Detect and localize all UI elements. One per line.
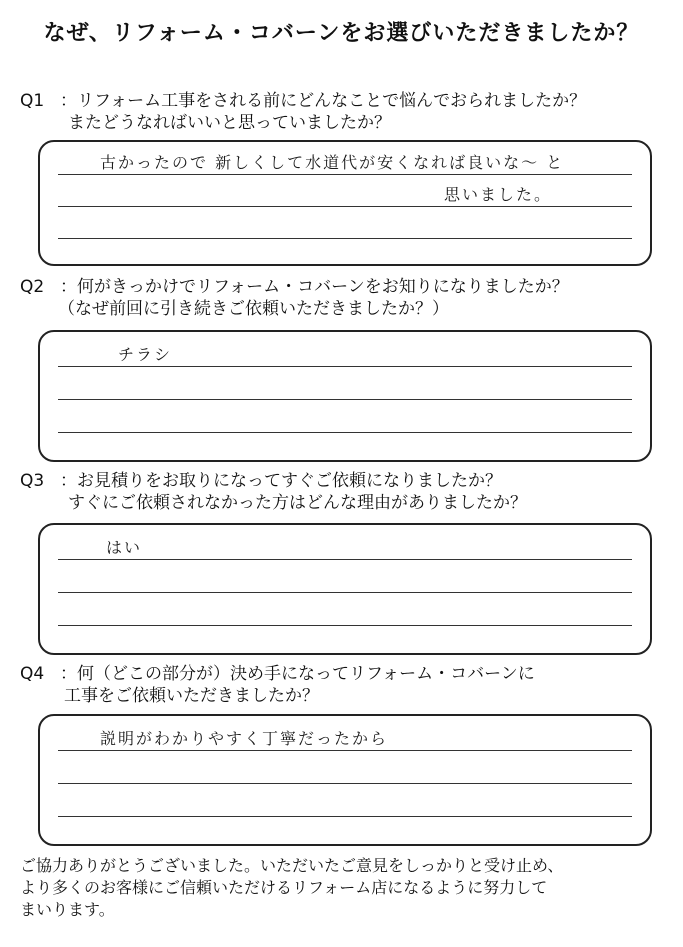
question-number: Q2	[20, 277, 45, 297]
ruled-line	[58, 592, 632, 593]
question-text: またどうなればいいと思っていましたか？	[68, 113, 391, 133]
handwritten-answer: 古かったので 新しくして水道代が安くなれば良いな～ と	[100, 153, 565, 172]
question-number: Q4	[20, 664, 45, 684]
question-2	[20, 276, 569, 320]
handwritten-answer: 思いました。	[444, 185, 553, 204]
answer-box-3	[38, 523, 652, 655]
question-number: Q1	[20, 91, 45, 111]
question-text: 工事をご依頼いただきましたか？	[64, 686, 319, 706]
ruled-line	[58, 783, 632, 784]
ruled-line	[58, 366, 632, 367]
question-text: ：リフォーム工事をされる前にどんなことで悩んでおられましたか？	[60, 91, 587, 111]
ruled-line	[58, 174, 632, 175]
ruled-line	[58, 238, 632, 239]
answer-box-2	[38, 330, 652, 462]
question-1	[20, 90, 586, 134]
question-3	[20, 470, 527, 514]
handwritten-answer: はい	[106, 538, 143, 557]
closing-message	[20, 855, 660, 921]
closing-line: まいります。	[20, 900, 115, 919]
ruled-line	[58, 625, 632, 626]
ruled-line	[58, 206, 632, 207]
ruled-line	[58, 816, 632, 817]
ruled-line	[58, 399, 632, 400]
question-text: （なぜ前回に引き続きご依頼いただきましたか？）	[58, 299, 449, 319]
question-number: Q3	[20, 471, 45, 491]
question-text: ：お見積りをお取りになってすぐご依頼になりましたか？	[60, 471, 502, 491]
question-text: ：何がきっかけでリフォーム・コバーンをお知りになりましたか？	[60, 277, 569, 297]
answer-box-4	[38, 714, 652, 846]
ruled-line	[58, 432, 632, 433]
question-4	[20, 663, 535, 707]
closing-line: より多くのお客様にご信頼いただけるリフォーム店になるように努力して	[20, 878, 548, 897]
handwritten-answer: 説明がわかりやすく丁寧だったから	[100, 729, 389, 748]
closing-line: ご協力ありがとうございました。いただいたご意見をしっかりと受け止め、	[20, 856, 564, 875]
handwritten-answer: チラシ	[118, 345, 173, 364]
answer-box-1	[38, 140, 652, 266]
question-text: すぐにご依頼されなかった方はどんな理由がありましたか？	[68, 493, 527, 513]
question-text: ：何（どこの部分が）決め手になってリフォーム・コバーンに	[60, 664, 535, 684]
survey-title: なぜ、リフォーム・コバーンをお選びいただきましたか？	[43, 21, 640, 46]
ruled-line	[58, 750, 632, 751]
ruled-line	[58, 559, 632, 560]
